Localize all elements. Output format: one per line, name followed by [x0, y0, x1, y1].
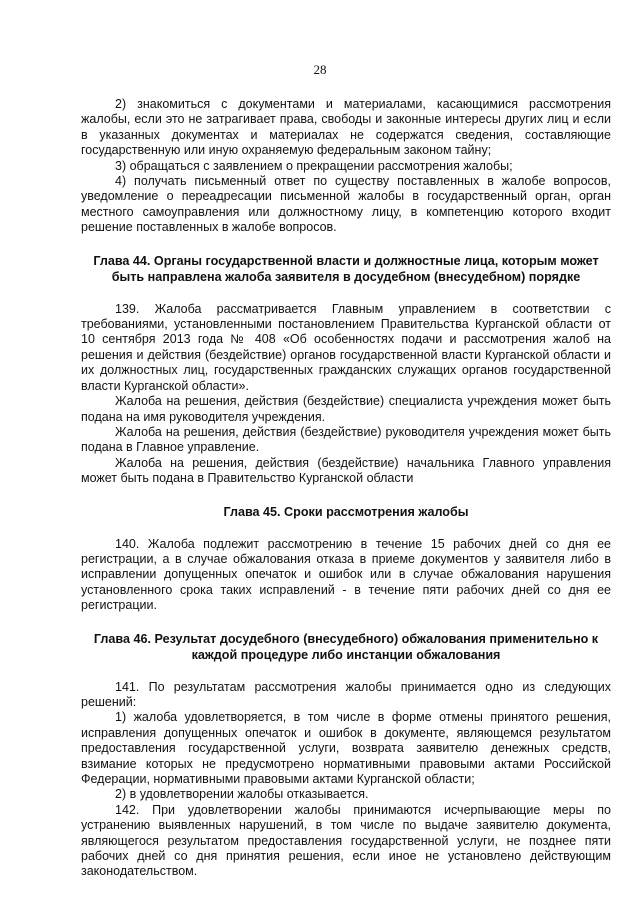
- page-number: 28: [313, 62, 327, 77]
- paragraph-right-2: 2) знакомиться с документами и материалами, касающимися рассмотрения жалобы, если это не затрагивает права, свободы и законные интересы других лиц и если в указанных документах и материалах не содержатся сведения, составляющие государственную или иную охраняемую федеральным законом тайну;: [81, 97, 611, 158]
- paragraph-139: 139. Жалоба рассматривается Главным управлением в соответствии с требованиями, установленными постановлением Правительства Курганской области от 10 сентября 2013 года № 408 «Об особенностях подачи и рассмотрения жалоб на решения и действия (бездействие) органов государственной власти Курганской области и их должностных лиц, государственных гражданских служащих органов государственной власти Курганской области».: [81, 301, 611, 393]
- paragraph-140: 140. Жалоба подлежит рассмотрению в течение 15 рабочих дней со дня ее регистрации, а в случае обжалования отказа в приеме документов у заявителя либо в исправлении допущенных опечаток и ошибок или в случае обжалования нарушения установленного срока таких исправлений - в течение пяти рабочих дней со дня ее регистрации.: [81, 536, 611, 613]
- paragraph-142: 142. При удовлетворении жалобы принимаются исчерпывающие меры по устранению выявленных нарушений, в том числе по выдаче заявителю документа, являющегося результатом предоставления государственной услуги, не позднее пяти рабочих дней со дня принятия решения, если иное не установлено действующим законодательством.: [81, 802, 611, 879]
- chapter-46-heading: Глава 46. Результат досудебного (внесудебного) обжалования применительно к каждой процедуре либо инстанции обжалования: [93, 631, 599, 662]
- chapter-44-heading: Глава 44. Органы государственной власти и должностные лица, которым может быть направлена жалоба заявителя в досудебном (внесудебном) порядке: [93, 253, 599, 284]
- paragraph-141-1: 1) жалоба удовлетворяется, в том числе в форме отмены принятого решения, исправления допущенных опечаток и ошибок в документе, являющемся результатом предоставления государственной услуги, возврата заявителю денежных средств, взимание которых не предусмотрено нормативными правовыми актами Российской Федерации, нормативными правовыми актами Курганской области;: [81, 710, 611, 786]
- chapter-45-heading: Глава 45. Сроки рассмотрения жалобы: [223, 504, 469, 519]
- paragraph-139-chief: Жалоба на решения, действия (бездействие) начальника Главного управления может быть подана в Правительство Курганской области: [81, 455, 611, 486]
- paragraph-right-3: 3) обращаться с заявлением о прекращении рассмотрения жалобы;: [115, 158, 513, 173]
- page-body: [81, 97, 611, 880]
- paragraph-right-4: 4) получать письменный ответ по существу поставленных в жалобе вопросов, уведомление о переадресации письменной жалобы в государственный орган, орган местного самоуправления или должностному лицу, в компетенцию которого входит решение поставленных в жалобе вопросов.: [81, 174, 611, 235]
- paragraph-141-2: 2) в удовлетворении жалобы отказывается.: [115, 787, 369, 802]
- paragraph-139-head: Жалоба на решения, действия (бездействие) руководителя учреждения может быть подана в Главное управление.: [81, 424, 611, 455]
- paragraph-139-specialist: Жалоба на решения, действия (бездействие) специалиста учреждения может быть подана на имя руководителя учреждения.: [81, 394, 611, 424]
- paragraph-141: 141. По результатам рассмотрения жалобы принимается одно из следующих решений:: [81, 679, 611, 709]
